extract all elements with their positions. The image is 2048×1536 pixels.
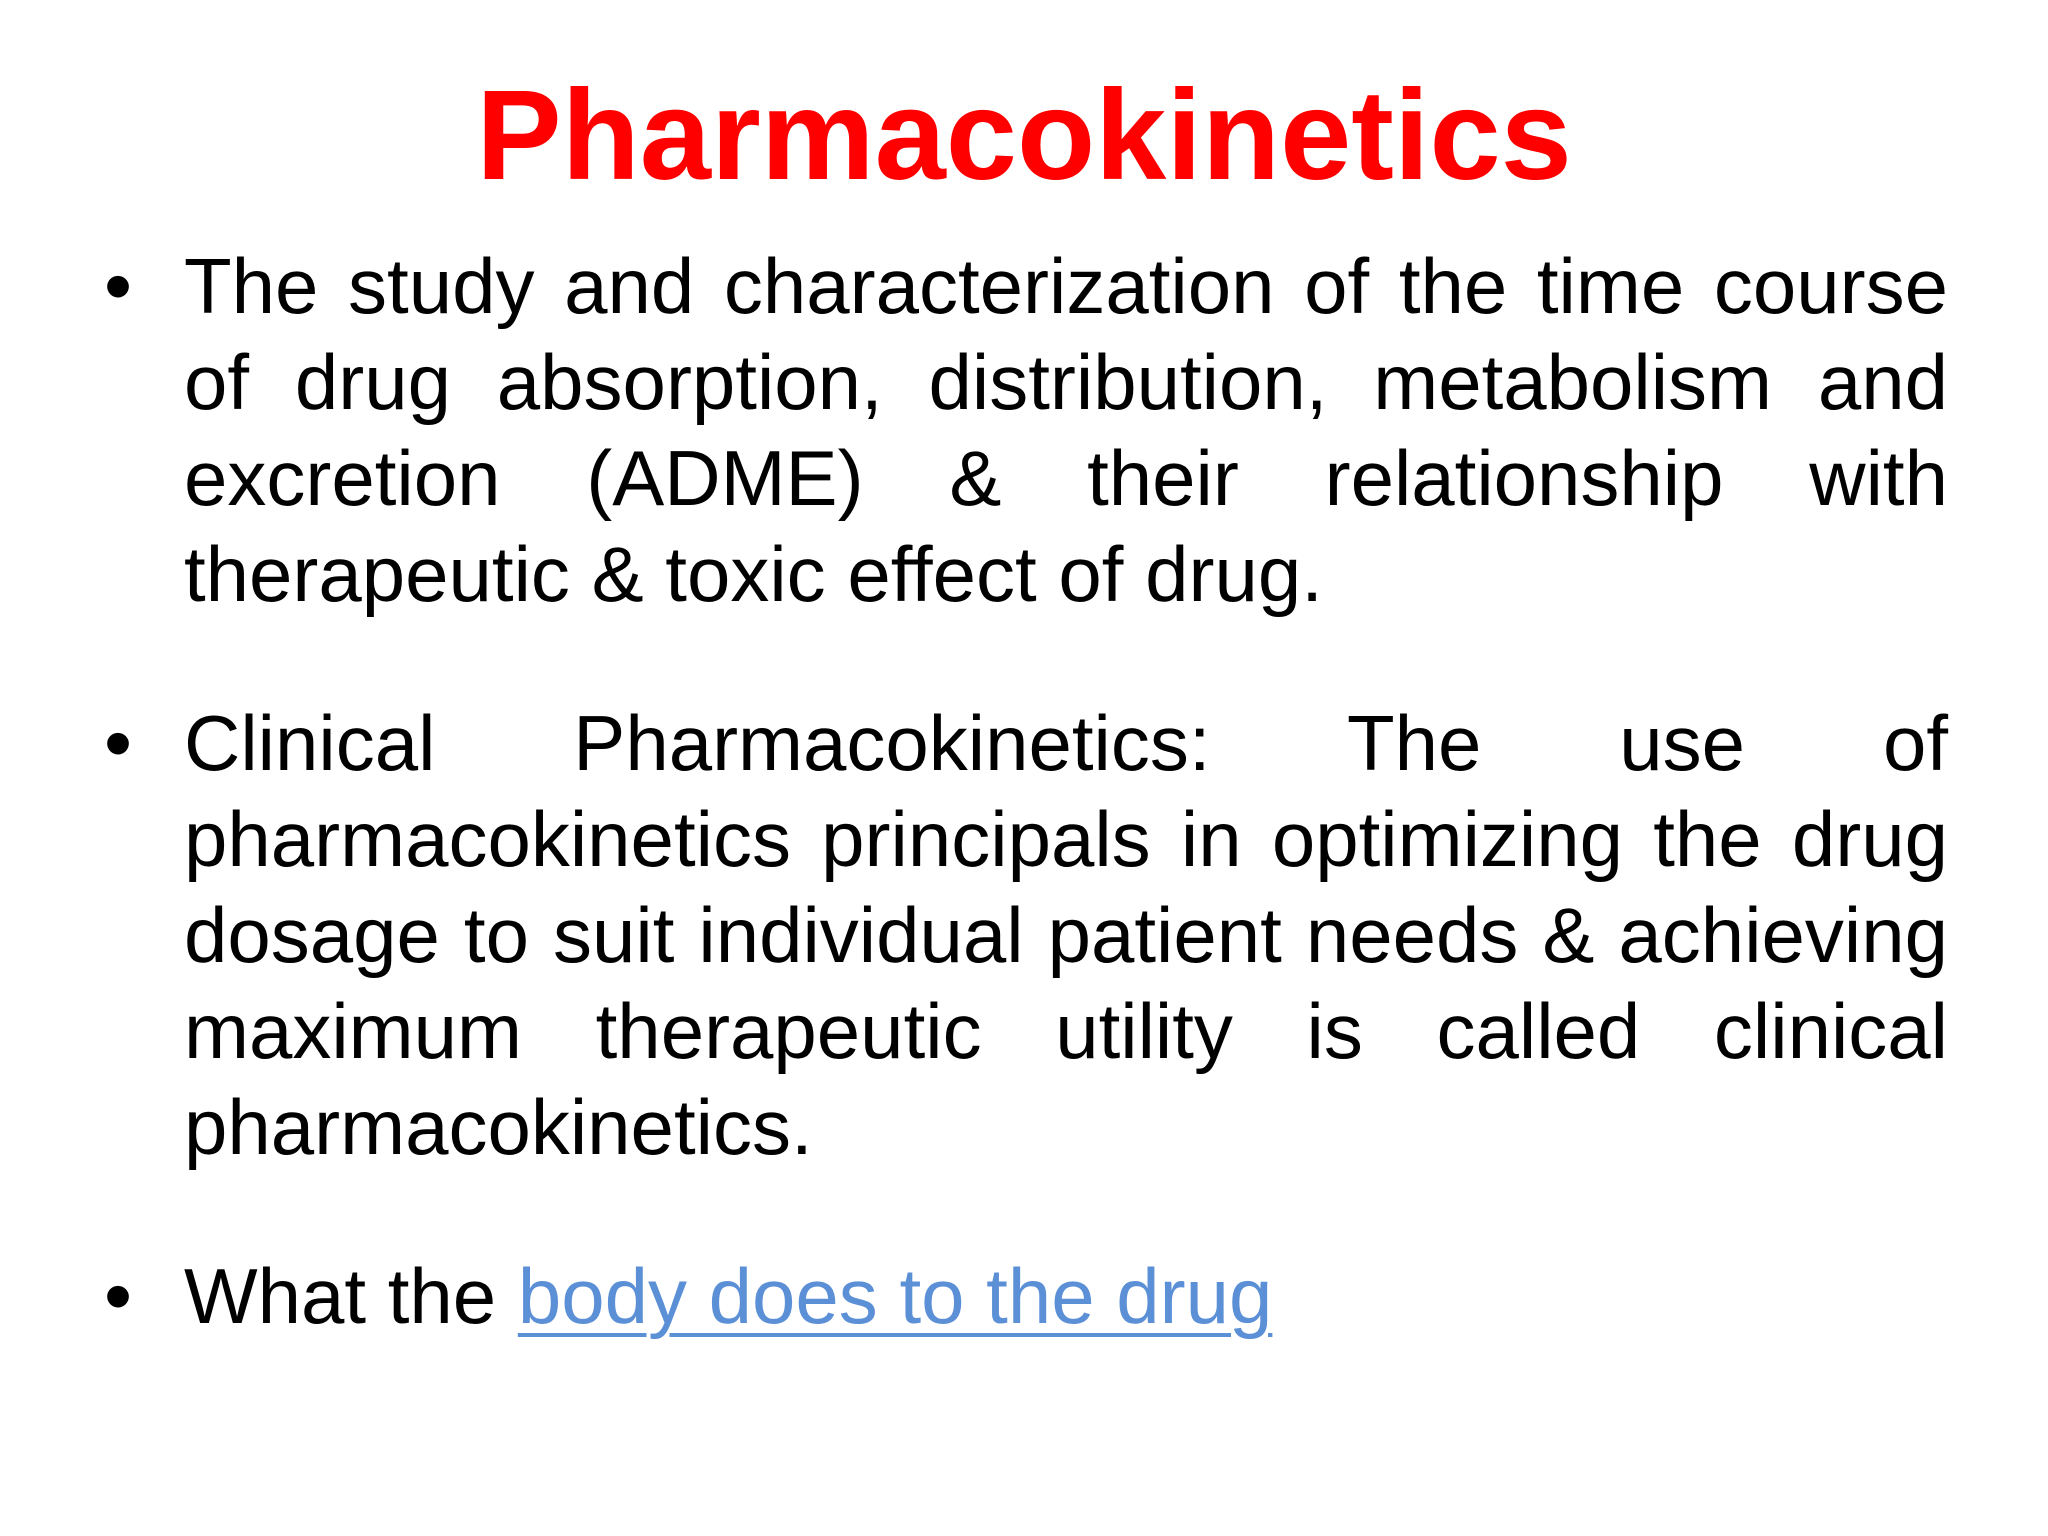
slide-title: Pharmacokinetics [476, 64, 1572, 207]
bullet-dot-icon: • [104, 698, 133, 787]
bullet-prefix-text: What the [184, 1252, 518, 1340]
bullet-text-clinical: Clinical Pharmacokinetics: The use of pharmacokinetics principals in optimizing the drug dosage to suit individual patient needs & achieving maximum therapeutic utility is called clinical pharmacokinetics. [184, 699, 1948, 1171]
bullet-dot-icon: • [104, 1251, 133, 1340]
body-does-to-drug-link[interactable]: body does to the drug [517, 1252, 1273, 1340]
bullet-text-definition: The study and characterization of the time course of drug absorption, distribution, metabolism and excretion (ADME) & their relationship with therapeutic & toxic effect of drug. [184, 242, 1948, 618]
bullet-dot-icon: • [104, 241, 133, 330]
bullet-text-summary [184, 1248, 1948, 1344]
